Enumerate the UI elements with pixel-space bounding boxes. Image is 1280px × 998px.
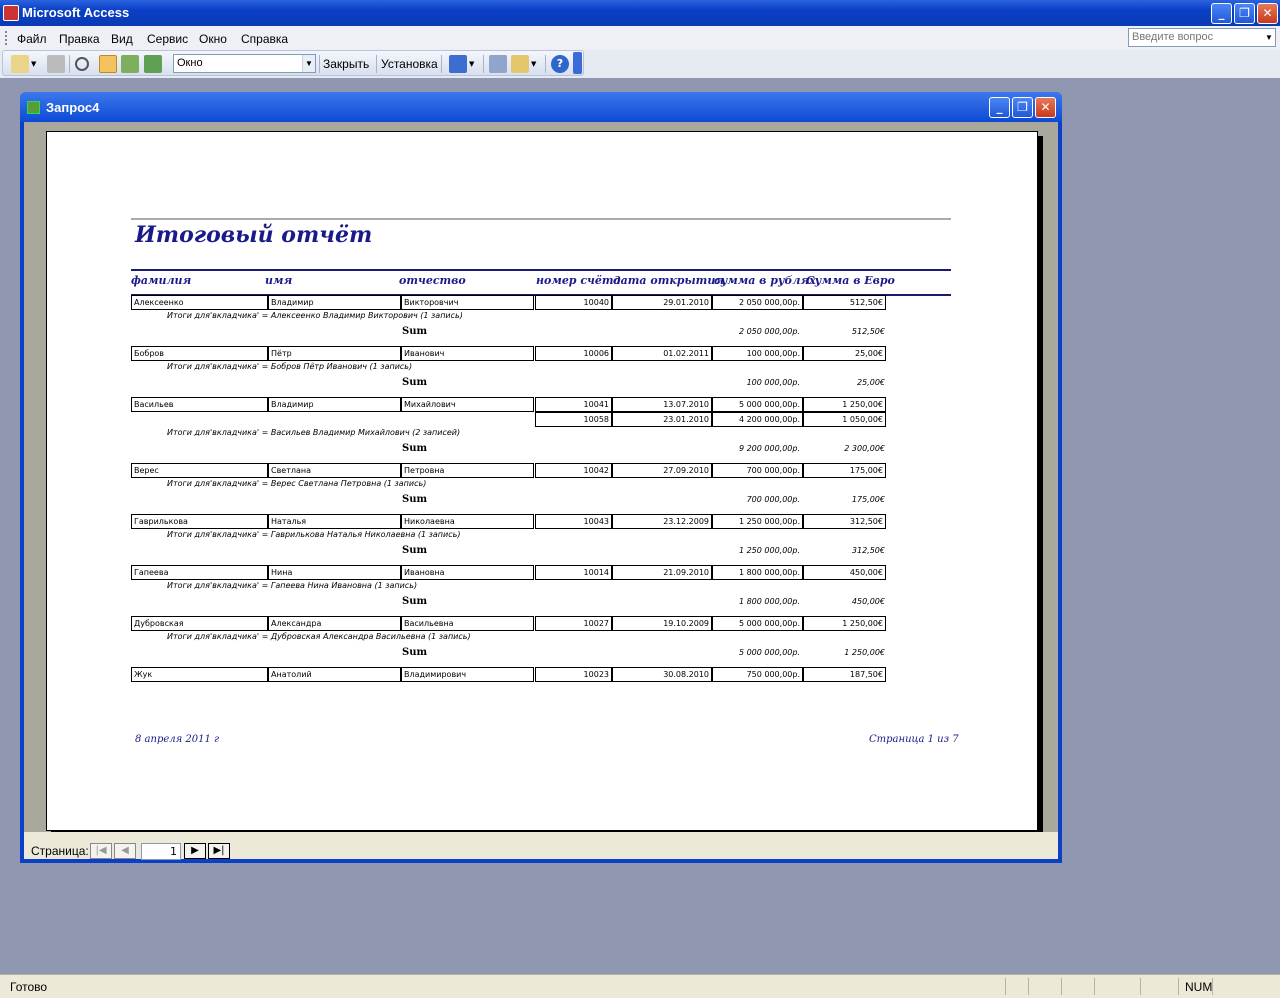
cell-name: Нина <box>268 565 401 580</box>
sum-rub: 100 000,00р. <box>746 378 800 387</box>
cell-account: 10043 <box>535 514 612 529</box>
close-button[interactable]: ✕ <box>1035 97 1056 118</box>
cell-name: Александра <box>268 616 401 631</box>
cell-account: 10058 <box>535 412 612 427</box>
sum-rub: 1 250 000,00р. <box>738 546 800 555</box>
sum-eur: 2 300,00€ <box>844 444 885 453</box>
page-setup-button[interactable]: Установка <box>381 57 438 71</box>
help-icon[interactable]: ? <box>551 55 569 73</box>
cell-open-date: 21.09.2010 <box>612 565 712 580</box>
cell-name: Владимир <box>268 295 401 310</box>
new-object-icon[interactable] <box>511 55 529 73</box>
group-footer: Итоги для'вкладчика' = Дубровская Александра Васильевна (1 запись) <box>167 632 471 641</box>
menu-file[interactable]: Файл <box>17 32 47 46</box>
zoom-icon[interactable] <box>75 57 89 71</box>
separator <box>319 55 320 73</box>
cell-patronymic: Николаевна <box>401 514 534 529</box>
col-header-eur: Сумма в Евро <box>806 274 895 287</box>
multiple-pages-icon[interactable] <box>144 55 162 73</box>
cell-open-date: 29.01.2010 <box>612 295 712 310</box>
cell-open-date: 30.08.2010 <box>612 667 712 682</box>
status-panel <box>1094 978 1124 995</box>
sum-label: Sum <box>402 545 428 556</box>
sum-rub: 5 000 000,00р. <box>738 648 800 657</box>
sum-label: Sum <box>402 647 428 658</box>
maximize-button[interactable]: ❐ <box>1012 97 1033 118</box>
status-bar <box>0 974 1280 998</box>
cell-open-date: 27.09.2010 <box>612 463 712 478</box>
cell-sum-rub: 750 000,00р. <box>712 667 803 682</box>
col-header-account: номер счёта <box>536 274 621 287</box>
minimize-button[interactable]: _ <box>1211 3 1232 24</box>
cell-account: 10040 <box>535 295 612 310</box>
close-button[interactable]: ✕ <box>1257 3 1278 24</box>
cell-account: 10042 <box>535 463 612 478</box>
cell-open-date: 23.01.2010 <box>612 412 712 427</box>
report-title: Итоговый отчёт <box>135 222 373 248</box>
group-footer: Итоги для'вкладчика' = Бобров Пётр Иванович (1 запись) <box>167 362 413 371</box>
cell-surname: Алексеенко <box>131 295 268 310</box>
query-icon <box>27 101 40 114</box>
menu-bar <box>0 26 1280 50</box>
cell-sum-eur: 187,50€ <box>803 667 886 682</box>
sum-label: Sum <box>402 326 428 337</box>
separator <box>376 55 377 73</box>
sum-eur: 312,50€ <box>851 546 885 555</box>
cell-name: Светлана <box>268 463 401 478</box>
cell-account: 10014 <box>535 565 612 580</box>
status-panel <box>1061 978 1091 995</box>
cell-account: 10023 <box>535 667 612 682</box>
menu-window[interactable]: Окно <box>199 32 227 46</box>
app-titlebar <box>0 0 1280 26</box>
report-date: 8 апреля 2011 г <box>135 734 220 745</box>
page-navigation <box>24 832 1058 859</box>
cell-sum-rub: 2 050 000,00р. <box>712 295 803 310</box>
chevron-down-icon[interactable]: ▼ <box>531 60 537 68</box>
cell-surname: Гапеева <box>131 565 268 580</box>
toolbar-options-icon[interactable] <box>573 52 582 74</box>
menu-tools[interactable]: Сервис <box>147 32 189 46</box>
cell-open-date: 13.07.2010 <box>612 397 712 412</box>
status-text: Готово <box>10 980 48 994</box>
close-preview-button[interactable]: Закрыть <box>323 57 370 71</box>
cell-surname: Гаврилькова <box>131 514 268 529</box>
group-footer: Итоги для'вкладчика' = Верес Светлана Петровна (1 запись) <box>167 479 427 488</box>
cell-sum-rub: 1 250 000,00р. <box>712 514 803 529</box>
cell-surname: Бобров <box>131 346 268 361</box>
report-window-titlebar <box>20 92 1062 122</box>
separator <box>483 55 484 73</box>
sum-eur: 175,00€ <box>851 495 885 504</box>
one-page-icon[interactable] <box>99 55 117 73</box>
col-header-date: дата открытия <box>613 274 725 287</box>
page-number-input[interactable]: 1 <box>141 843 181 860</box>
cell-surname: Дубровская <box>131 616 268 631</box>
menu-grip <box>5 31 8 45</box>
menu-edit[interactable]: Правка <box>59 32 100 46</box>
status-panel <box>1005 978 1025 995</box>
access-app-icon <box>3 5 19 21</box>
cell-patronymic: Васильевна <box>401 616 534 631</box>
report-window-title: Запрос4 <box>46 100 100 115</box>
app-title: Microsoft Access <box>22 5 130 20</box>
sum-label: Sum <box>402 596 428 607</box>
col-header-name: имя <box>265 274 293 287</box>
cell-sum-rub: 5 000 000,00р. <box>712 616 803 631</box>
num-lock-indicator: NUM <box>1185 980 1213 994</box>
cell-sum-rub: 1 800 000,00р. <box>712 565 803 580</box>
separator <box>545 55 546 73</box>
cell-patronymic: Викторовчич <box>401 295 534 310</box>
ask-placeholder: Введите вопрос <box>1132 31 1214 43</box>
group-footer: Итоги для'вкладчика' = Гапеева Нина Ивановна (1 запись) <box>167 581 418 590</box>
cell-patronymic: Ивановна <box>401 565 534 580</box>
cell-sum-eur: 1 050,00€ <box>803 412 886 427</box>
prev-page-button[interactable]: ◀ <box>114 843 136 859</box>
col-header-surname: фамилия <box>131 274 192 287</box>
group-footer: Итоги для'вкладчика' = Васильев Владимир Михайлович (2 записей) <box>167 428 461 437</box>
sum-rub: 700 000,00р. <box>746 495 800 504</box>
sum-eur: 512,50€ <box>851 327 885 336</box>
sum-label: Sum <box>402 443 428 454</box>
cell-surname: Васильев <box>131 397 268 412</box>
cell-name: Владимир <box>268 397 401 412</box>
chevron-down-icon[interactable]: ▼ <box>302 55 315 72</box>
cell-patronymic: Петровна <box>401 463 534 478</box>
status-panel <box>1028 978 1058 995</box>
maximize-button[interactable]: ❐ <box>1234 3 1255 24</box>
menu-view[interactable]: Вид <box>111 32 133 46</box>
divider <box>131 218 951 220</box>
cell-sum-eur: 1 250,00€ <box>803 616 886 631</box>
status-panel <box>1212 978 1242 995</box>
cell-account: 10006 <box>535 346 612 361</box>
design-view-icon[interactable] <box>11 55 29 73</box>
cell-sum-eur: 312,50€ <box>803 514 886 529</box>
cell-sum-eur: 450,00€ <box>803 565 886 580</box>
zoom-value: Окно <box>177 57 203 69</box>
sum-rub: 2 050 000,00р. <box>738 327 800 336</box>
database-window-icon[interactable] <box>489 55 507 73</box>
cell-account: 10027 <box>535 616 612 631</box>
print-preview-toolbar <box>2 50 584 76</box>
cell-surname: Жук <box>131 667 268 682</box>
separator <box>441 55 442 73</box>
cell-open-date: 19.10.2009 <box>612 616 712 631</box>
sum-label: Sum <box>402 377 428 388</box>
report-page <box>46 131 1038 831</box>
preview-area <box>24 122 1058 859</box>
cell-open-date: 23.12.2009 <box>612 514 712 529</box>
cell-sum-rub: 5 000 000,00р. <box>712 397 803 412</box>
sum-rub: 9 200 000,00р. <box>738 444 800 453</box>
status-panel <box>1140 978 1170 995</box>
page-label: Страница: <box>31 844 89 858</box>
sum-label: Sum <box>402 494 428 505</box>
cell-sum-rub: 100 000,00р. <box>712 346 803 361</box>
report-page-info: Страница 1 из 7 <box>869 734 959 745</box>
cell-sum-rub: 700 000,00р. <box>712 463 803 478</box>
chevron-down-icon[interactable]: ▼ <box>469 60 475 68</box>
cell-patronymic: Михайлович <box>401 397 534 412</box>
minimize-button[interactable]: _ <box>989 97 1010 118</box>
sum-eur: 1 250,00€ <box>844 648 885 657</box>
cell-sum-eur: 25,00€ <box>803 346 886 361</box>
cell-sum-eur: 512,50€ <box>803 295 886 310</box>
col-header-rub: сумма в рублях <box>714 274 816 287</box>
office-links-icon[interactable] <box>449 55 467 73</box>
cell-sum-eur: 1 250,00€ <box>803 397 886 412</box>
chevron-down-icon[interactable]: ▼ <box>1265 33 1273 42</box>
divider <box>131 269 951 271</box>
print-icon[interactable] <box>47 55 65 73</box>
sum-eur: 25,00€ <box>857 378 885 387</box>
separator <box>69 55 70 73</box>
two-pages-icon[interactable] <box>121 55 139 73</box>
chevron-down-icon[interactable]: ▼ <box>31 60 37 68</box>
group-footer: Итоги для'вкладчика' = Алексеенко Владимир Викторович (1 запись) <box>167 311 463 320</box>
group-footer: Итоги для'вкладчика' = Гаврилькова Наталья Николаевна (1 запись) <box>167 530 461 539</box>
cell-name: Пётр <box>268 346 401 361</box>
first-page-button[interactable]: |◀ <box>90 843 112 859</box>
ask-question-input[interactable] <box>1128 28 1276 47</box>
next-page-button[interactable]: ▶ <box>184 843 206 859</box>
report-window <box>20 92 1062 863</box>
menu-help[interactable]: Справка <box>241 32 289 46</box>
cell-sum-eur: 175,00€ <box>803 463 886 478</box>
zoom-select[interactable] <box>173 54 316 73</box>
cell-surname: Верес <box>131 463 268 478</box>
cell-open-date: 01.02.2011 <box>612 346 712 361</box>
cell-sum-rub: 4 200 000,00р. <box>712 412 803 427</box>
last-page-button[interactable]: ▶| <box>208 843 230 859</box>
cell-account: 10041 <box>535 397 612 412</box>
cell-patronymic: Владимирович <box>401 667 534 682</box>
col-header-patronymic: отчество <box>399 274 466 287</box>
sum-rub: 1 800 000,00р. <box>738 597 800 606</box>
cell-patronymic: Иванович <box>401 346 534 361</box>
cell-name: Наталья <box>268 514 401 529</box>
sum-eur: 450,00€ <box>851 597 885 606</box>
cell-name: Анатолий <box>268 667 401 682</box>
